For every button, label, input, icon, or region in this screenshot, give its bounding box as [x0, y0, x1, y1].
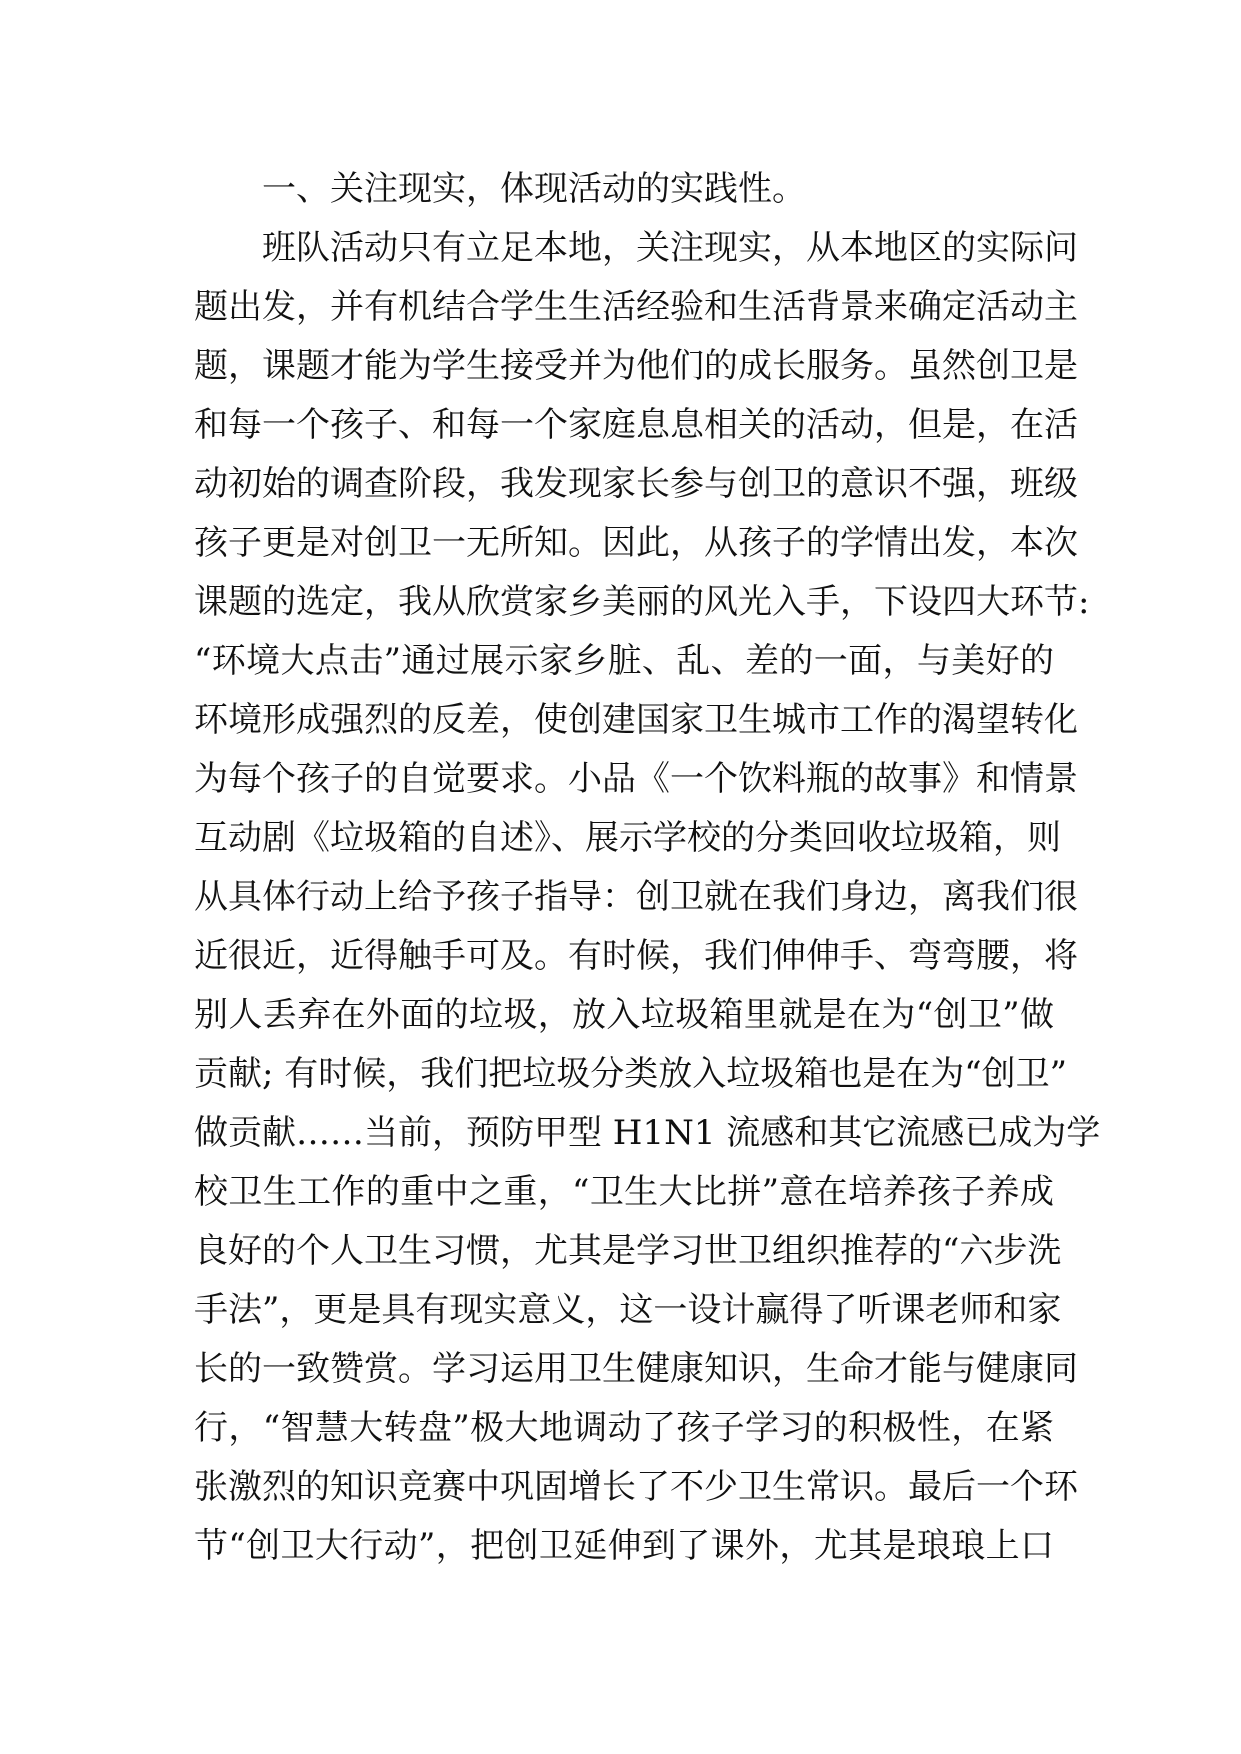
paragraph-line: 环境形成强烈的反差，使创建国家卫生城市工作的渴望转化 — [194, 700, 1078, 740]
paragraph-line: 题出发，并有机结合学生生活经验和生活背景来确定活动主 — [194, 287, 1078, 327]
paragraph-line: 题，课题才能为学生接受并为他们的成长服务。虽然创卫是 — [194, 346, 1078, 386]
paragraph-line: 从具体行动上给予孩子指导：创卫就在我们身边，离我们很 — [194, 877, 1078, 917]
paragraph-line: “环境大点击”通过展示家乡脏、乱、差的一面，与美好的 — [194, 641, 1054, 681]
paragraph-line: 校卫生工作的重中之重，“卫生大比拼”意在培养孩子养成 — [194, 1172, 1054, 1212]
paragraph-line: 为每个孩子的自觉要求。小品《一个饮料瓶的故事》和情景 — [194, 759, 1078, 799]
paragraph-line: 长的一致赞赏。学习运用卫生健康知识，生命才能与健康同 — [194, 1349, 1078, 1389]
paragraph-line: 互动剧《垃圾箱的自述》、展示学校的分类回收垃圾箱，则 — [194, 818, 1061, 858]
paragraph-line: 良好的个人卫生习惯，尤其是学习世卫组织推荐的“六步洗 — [194, 1231, 1062, 1271]
paragraph-line: 贡献; 有时候，我们把垃圾分类放入垃圾箱也是在为“创卫” — [194, 1054, 1068, 1094]
section-heading: 一、关注现实，体现活动的实践性。 — [262, 169, 806, 209]
paragraph-line: 近很近，近得触手可及。有时候，我们伸伸手、弯弯腰，将 — [194, 936, 1078, 976]
paragraph-line: 做贡献……当前，预防甲型 H1N1 流感和其它流感已成为学 — [194, 1113, 1101, 1153]
paragraph-line: 张激烈的知识竞赛中巩固增长了不少卫生常识。最后一个环 — [194, 1467, 1078, 1507]
paragraph-line: 节“创卫大行动”，把创卫延伸到了课外，尤其是琅琅上口 — [194, 1526, 1054, 1566]
paragraph-line: 课题的选定，我从欣赏家乡美丽的风光入手，下设四大环节: — [194, 582, 1090, 622]
paragraph-line: 孩子更是对创卫一无所知。因此，从孩子的学情出发，本次 — [194, 523, 1078, 563]
paragraph-line: 班队活动只有立足本地，关注现实，从本地区的实际问 — [262, 228, 1078, 268]
paragraph-line: 行，“智慧大转盘”极大地调动了孩子学习的积极性，在紧 — [194, 1408, 1054, 1448]
paragraph-line: 和每一个孩子、和每一个家庭息息相关的活动，但是，在活 — [194, 405, 1078, 445]
paragraph-line: 别人丢弃在外面的垃圾，放入垃圾箱里就是在为“创卫”做 — [194, 995, 1054, 1035]
paragraph-line: 动初始的调查阶段，我发现家长参与创卫的意识不强，班级 — [194, 464, 1078, 504]
paragraph-line: 手法”，更是具有现实意义，这一设计赢得了听课老师和家 — [194, 1290, 1062, 1330]
body-text — [194, 160, 1101, 1576]
